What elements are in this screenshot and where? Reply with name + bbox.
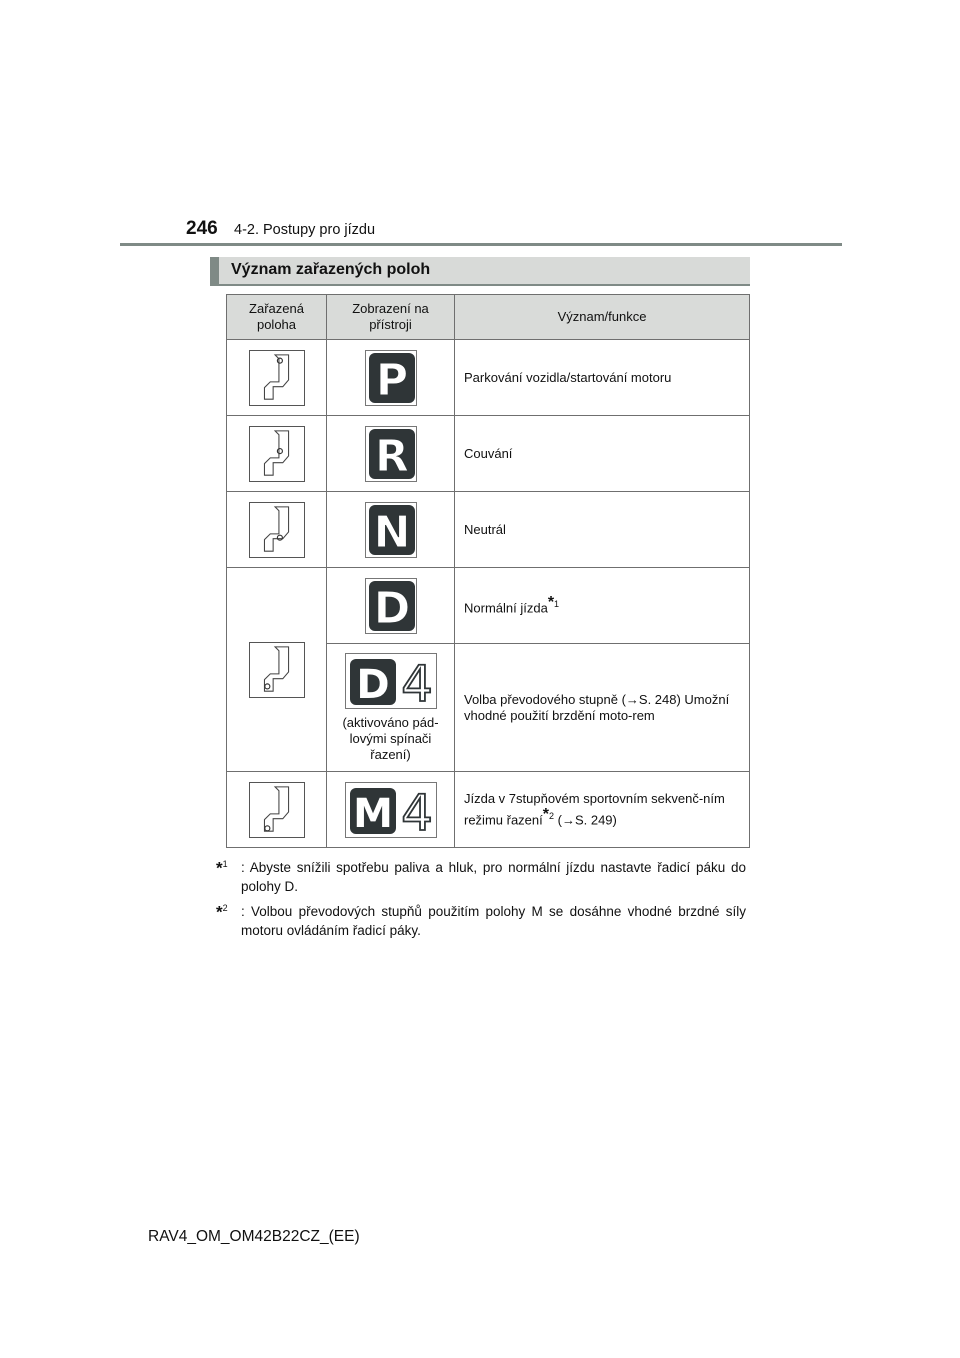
svg-text:D: D xyxy=(373,582,410,634)
column-header-position: Zařazená poloha xyxy=(227,295,327,340)
shift-gate-p-icon xyxy=(249,350,305,406)
display-cell xyxy=(327,772,455,848)
column-header-function: Význam/funkce xyxy=(455,295,750,340)
footnote-text: : Abyste snížili spotřebu paliva a hluk, pro normální jízdu nastavte řadicí páku do polohy D. xyxy=(241,860,746,894)
gear-d-icon xyxy=(365,578,417,634)
footnote-1 xyxy=(216,858,746,896)
shift-gate-d-icon xyxy=(249,642,305,698)
document-code: RAV4_OM_OM42B22CZ_(EE) xyxy=(148,1228,360,1245)
gear-r-icon xyxy=(365,426,417,482)
function-cell: Volba převodového stupně (→S. 248) Umožní vhodné použití brzdění moto-rem xyxy=(455,644,750,772)
gear-positions-table xyxy=(226,294,750,848)
function-text: Normální jízda xyxy=(464,600,548,616)
table-header-row xyxy=(227,295,750,340)
gear-m4-icon xyxy=(345,782,437,838)
function-text-ref: (→S. 249) xyxy=(557,812,617,828)
table-row xyxy=(227,492,750,568)
function-text: Jízda v 7stupňovém sportovním sekvenč-ním režimu řazení xyxy=(464,790,725,828)
display-caption: (aktivováno pád-lovými spínači řazení) xyxy=(342,714,439,762)
display-cell xyxy=(327,644,455,772)
footnote-2 xyxy=(216,902,746,940)
svg-text:N: N xyxy=(373,506,410,558)
svg-text:4: 4 xyxy=(400,654,433,709)
header-divider xyxy=(120,243,842,246)
column-header-display: Zobrazení na přístroji xyxy=(327,295,455,340)
shift-gate-m-icon xyxy=(249,782,305,838)
shift-gate-cell xyxy=(227,416,327,492)
svg-text:R: R xyxy=(374,430,409,482)
table-row xyxy=(227,416,750,492)
footnote-mark: *$^1$ xyxy=(216,858,228,878)
display-cell xyxy=(327,492,455,568)
section-divider xyxy=(210,284,750,286)
display-cell xyxy=(327,340,455,416)
chapter-title: 4-2. Postupy pro jízdu xyxy=(234,222,376,238)
shift-gate-r-icon xyxy=(249,426,305,482)
shift-gate-cell xyxy=(227,340,327,416)
shift-gate-cell xyxy=(227,772,327,848)
gear-p-icon xyxy=(365,350,417,406)
function-cell: Couvání xyxy=(455,416,750,492)
footnote-ref: 1 xyxy=(554,598,560,609)
table-row xyxy=(227,772,750,848)
svg-text:4: 4 xyxy=(400,783,433,838)
section-title: Význam zařazených poloh xyxy=(231,261,431,278)
shift-gate-n-icon xyxy=(249,502,305,558)
display-cell xyxy=(327,568,455,644)
svg-text:P: P xyxy=(375,354,408,406)
section-heading xyxy=(210,257,750,285)
footnote-star: * xyxy=(542,805,549,823)
table-row xyxy=(227,340,750,416)
function-cell xyxy=(455,772,750,848)
svg-text:M: M xyxy=(352,790,393,837)
gear-d4-icon xyxy=(345,653,437,709)
function-cell: Neutrál xyxy=(455,492,750,568)
table-row xyxy=(227,568,750,644)
display-cell xyxy=(327,416,455,492)
footnote-star: * xyxy=(547,593,555,611)
footnote-mark: *$^2$ xyxy=(216,902,228,922)
footnote-text: : Volbou převodových stupňů použitím polohy M se dosáhne vhodné brzdné síly motoru ovládáním řadicí páky. xyxy=(241,904,746,938)
svg-text:D: D xyxy=(355,661,390,708)
shift-gate-cell xyxy=(227,568,327,772)
function-cell xyxy=(455,568,750,644)
gear-n-icon xyxy=(365,502,417,558)
shift-gate-cell xyxy=(227,492,327,568)
function-cell: Parkování vozidla/startování motoru xyxy=(455,340,750,416)
page-number: 246 xyxy=(186,218,218,239)
footnote-ref: 2 xyxy=(548,810,554,821)
